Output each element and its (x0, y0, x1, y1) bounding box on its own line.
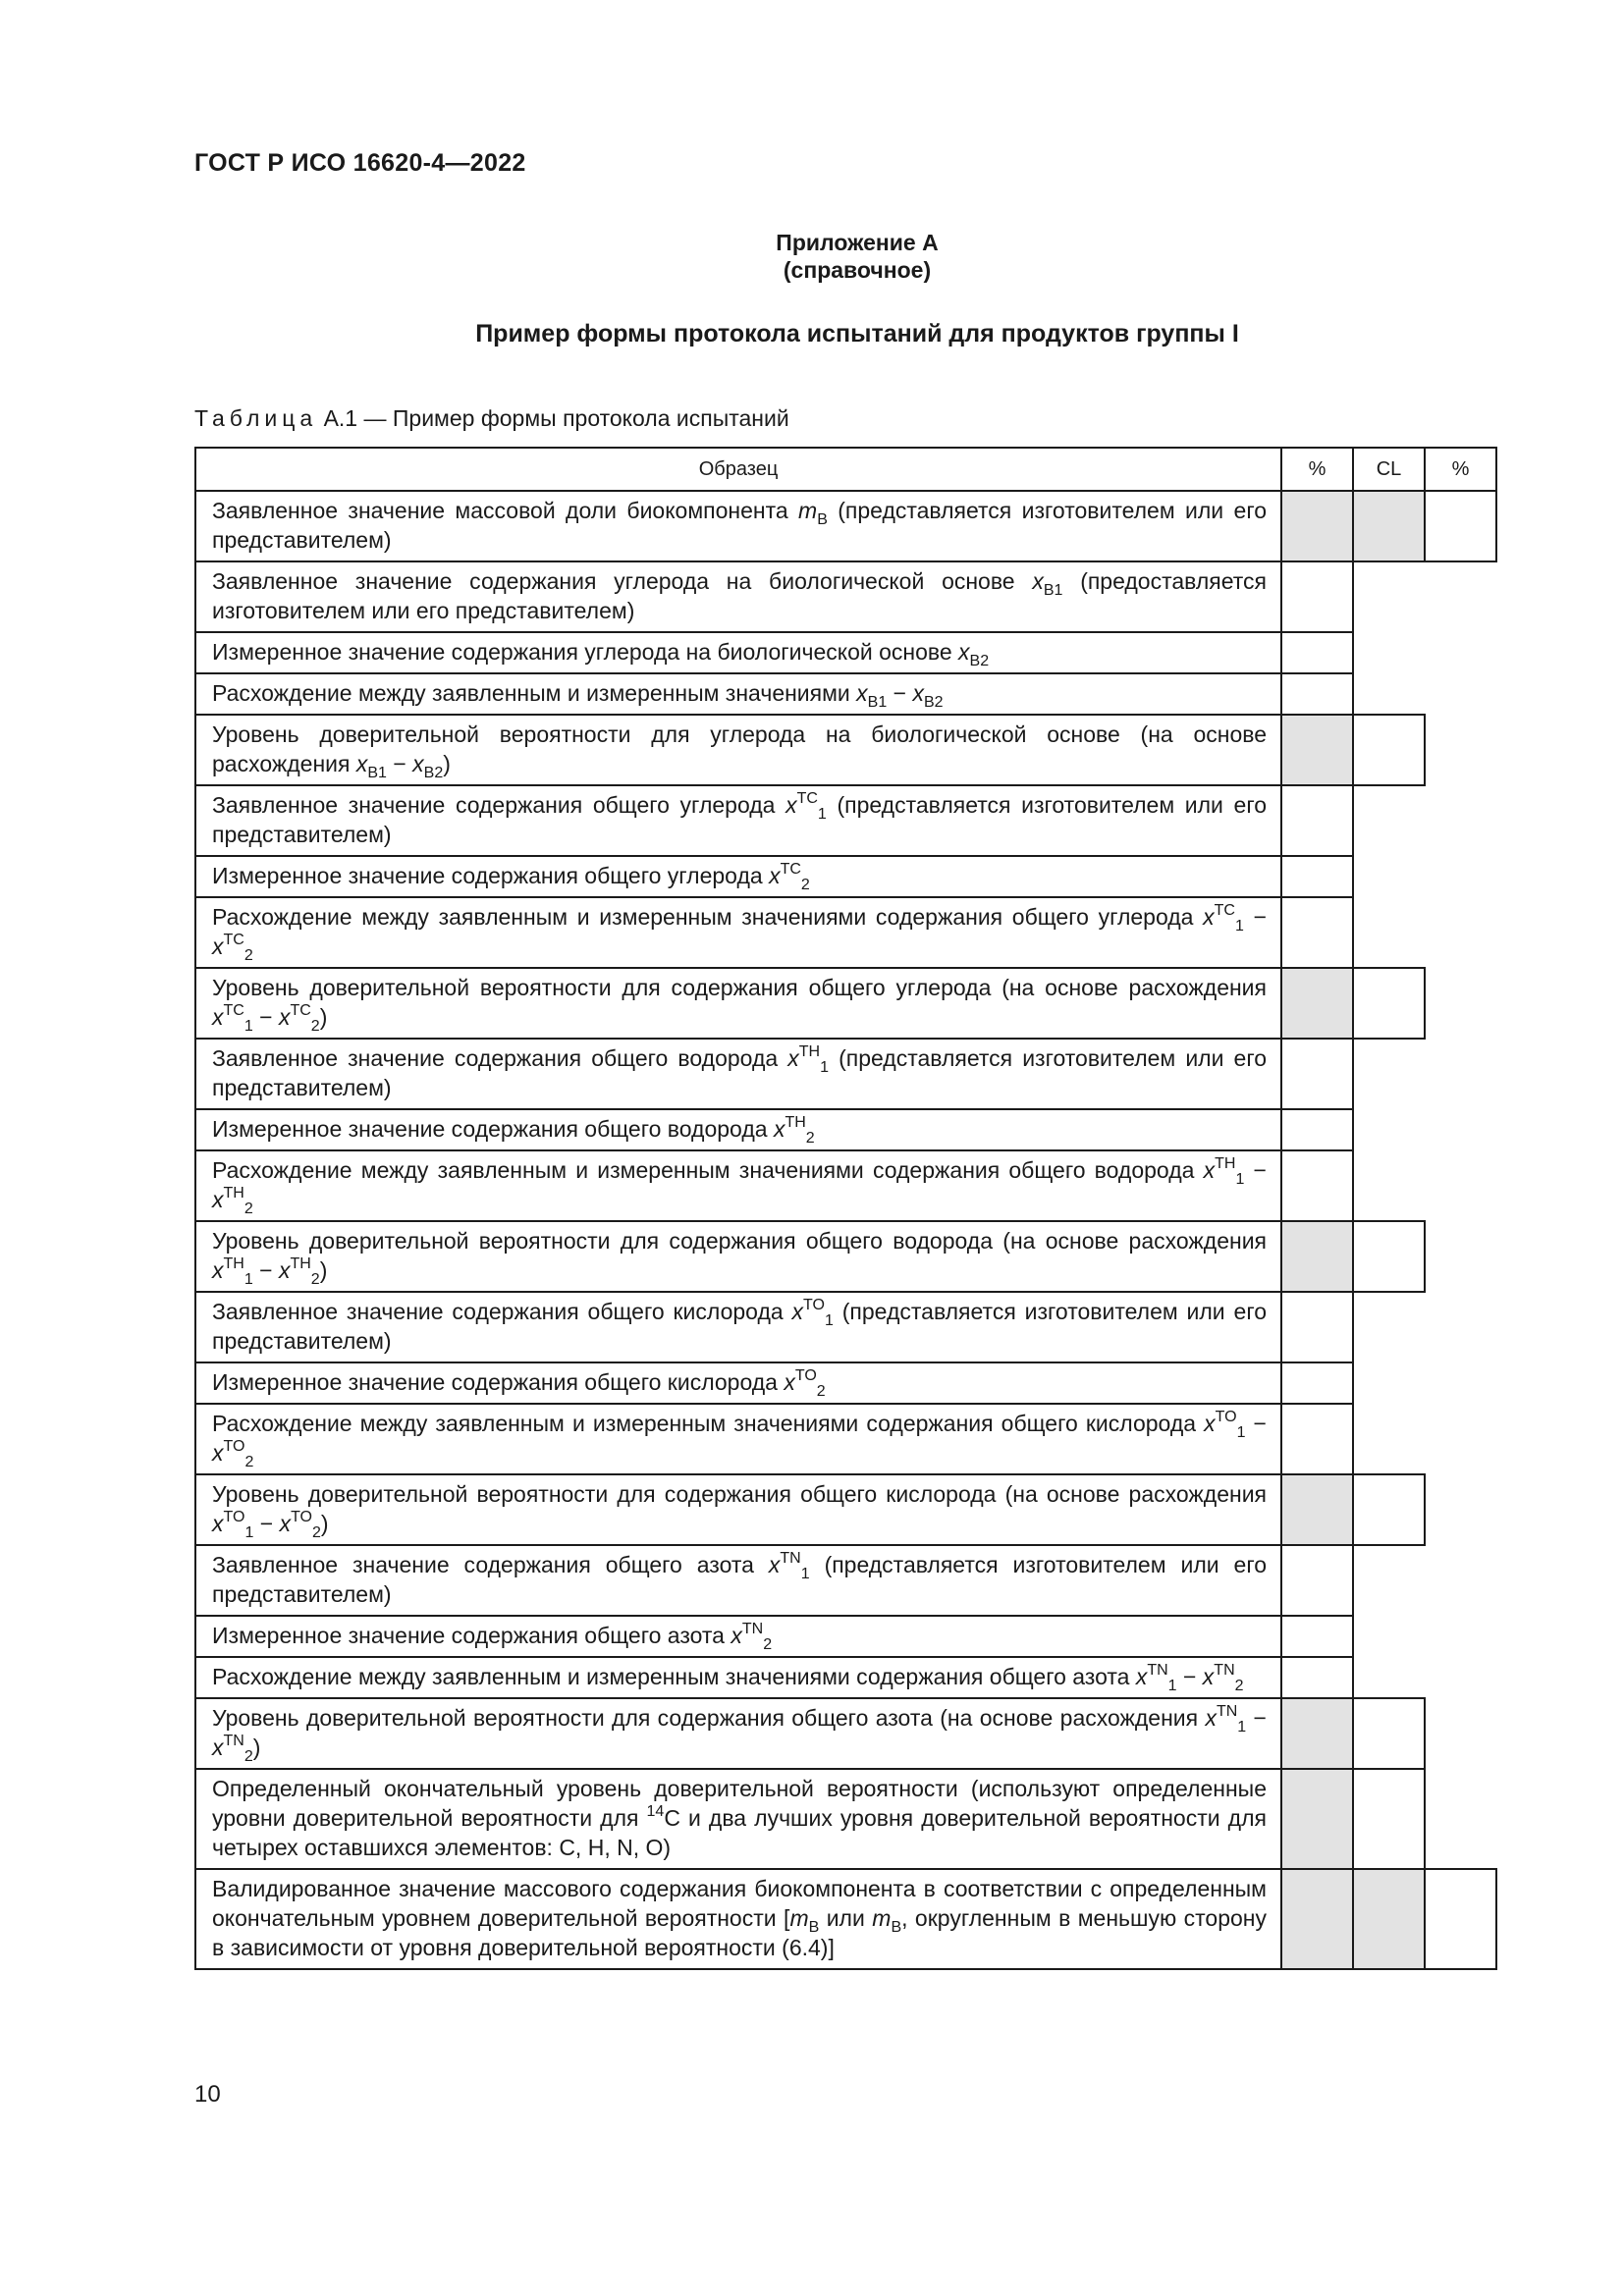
empty-cell (1353, 1292, 1425, 1362)
appendix-title: Приложение А (776, 230, 939, 255)
value-percent-cell[interactable] (1281, 968, 1353, 1039)
empty-cell (1353, 1039, 1425, 1109)
test-report-table (194, 447, 1497, 1970)
cl-cell[interactable] (1353, 1474, 1425, 1545)
table-row (195, 1292, 1496, 1362)
value-percent-cell[interactable] (1281, 715, 1353, 785)
empty-cell (1425, 673, 1496, 715)
row-description: Заявленное значение содержания общего кислорода $x^{TO}_1$ (представляется изготовителем или его представителем) (195, 1292, 1281, 1362)
table-row (195, 673, 1496, 715)
table-row (195, 897, 1496, 968)
table-row (195, 785, 1496, 856)
row-description: Измеренное значение содержания углерода на биологической основе $x_{B2}$ (195, 632, 1281, 673)
row-description: Заявленное значение содержания общего углерода $x^{TC}_1$ (представляется изготовителем или его представителем) (195, 785, 1281, 856)
table-row (195, 1616, 1496, 1657)
result-percent-cell[interactable] (1425, 491, 1496, 561)
empty-cell (1353, 632, 1425, 673)
empty-cell (1353, 1657, 1425, 1698)
value-percent-cell[interactable] (1281, 1616, 1353, 1657)
value-percent-cell[interactable] (1281, 1292, 1353, 1362)
value-percent-cell[interactable] (1281, 561, 1353, 632)
empty-cell (1425, 1657, 1496, 1698)
row-description: Уровень доверительной вероятности для содержания общего кислорода (на основе расхождения $x^{TO}_1 - x^{TO}_2$) (195, 1474, 1281, 1545)
empty-cell (1353, 561, 1425, 632)
table-row (195, 1698, 1496, 1769)
empty-cell (1425, 856, 1496, 897)
page-number: 10 (194, 2081, 221, 2108)
empty-cell (1425, 1404, 1496, 1474)
row-description: Заявленное значение содержания общего водорода $x^{TH}_1$ (представляется изготовителем или его представителем) (195, 1039, 1281, 1109)
row-description: Расхождение между заявленным и измеренным значениями содержания общего водорода $x^{TH}_1 - x^{TH}_2$ (195, 1150, 1281, 1221)
table-caption-label: Таблица (194, 405, 318, 431)
table-row (195, 1039, 1496, 1109)
table-row (195, 1869, 1496, 1969)
row-description: Уровень доверительной вероятности для содержания общего углерода (на основе расхождения $x^{TC}_1 - x^{TC}_2$) (195, 968, 1281, 1039)
empty-cell (1425, 1221, 1496, 1292)
empty-cell (1425, 715, 1496, 785)
value-percent-cell[interactable] (1281, 1657, 1353, 1698)
row-description: Уровень доверительной вероятности для содержания общего водорода (на основе расхождения $x^{TH}_1 - x^{TH}_2$) (195, 1221, 1281, 1292)
row-description: Заявленное значение содержания углерода на биологической основе $x_{B1}$ (предоставляется изготовителем или его представителем) (195, 561, 1281, 632)
empty-cell (1353, 1362, 1425, 1404)
row-description: Измеренное значение содержания общего водорода $x^{TH}_2$ (195, 1109, 1281, 1150)
value-percent-cell[interactable] (1281, 673, 1353, 715)
value-percent-cell[interactable] (1281, 1404, 1353, 1474)
value-percent-cell[interactable] (1281, 1869, 1353, 1969)
value-percent-cell[interactable] (1281, 1039, 1353, 1109)
row-description: Уровень доверительной вероятности для углерода на биологической основе (на основе расхождения $x_{B1} - x_{B2}$) (195, 715, 1281, 785)
value-percent-cell[interactable] (1281, 632, 1353, 673)
cl-cell[interactable] (1353, 1869, 1425, 1969)
row-description: Уровень доверительной вероятности для содержания общего азота (на основе расхождения $x^{TN}_1 - x^{TN}_2$) (195, 1698, 1281, 1769)
header-percent-2: % (1425, 448, 1496, 491)
table-row (195, 1221, 1496, 1292)
value-percent-cell[interactable] (1281, 1150, 1353, 1221)
row-description: Заявленное значение массовой доли биокомпонента $m_B$ (представляется изготовителем или его представителем) (195, 491, 1281, 561)
cl-cell[interactable] (1353, 968, 1425, 1039)
empty-cell (1425, 968, 1496, 1039)
empty-cell (1425, 1545, 1496, 1616)
appendix-type: (справочное) (783, 257, 932, 283)
cl-cell[interactable] (1353, 491, 1425, 561)
cl-cell[interactable] (1353, 715, 1425, 785)
value-percent-cell[interactable] (1281, 1545, 1353, 1616)
cl-cell[interactable] (1353, 1221, 1425, 1292)
header-cl: CL (1353, 448, 1425, 491)
empty-cell (1425, 632, 1496, 673)
row-description: Расхождение между заявленным и измеренным значениями содержания общего углерода $x^{TC}_1 - x^{TC}_2$ (195, 897, 1281, 968)
table-row (195, 1474, 1496, 1545)
row-description: Расхождение между заявленным и измеренным значениями $x_{B1} - x_{B2}$ (195, 673, 1281, 715)
empty-cell (1425, 1616, 1496, 1657)
row-description: Заявленное значение содержания общего азота $x^{TN}_1$ (представляется изготовителем или его представителем) (195, 1545, 1281, 1616)
empty-cell (1353, 673, 1425, 715)
row-description: Валидированное значение массового содержания биокомпонента в соответствии с определенным окончательным уровнем доверительной вероятности [$m_B$ или $m_B$, округленным в меньшую сторону в зависимости от уровня доверительной вероятности (6.4)] (195, 1869, 1281, 1969)
empty-cell (1425, 1039, 1496, 1109)
empty-cell (1425, 1362, 1496, 1404)
table-row (195, 1150, 1496, 1221)
table-row (195, 632, 1496, 673)
header-percent-1: % (1281, 448, 1353, 491)
value-percent-cell[interactable] (1281, 1109, 1353, 1150)
empty-cell (1425, 1698, 1496, 1769)
value-percent-cell[interactable] (1281, 785, 1353, 856)
table-row (195, 1109, 1496, 1150)
result-percent-cell[interactable] (1425, 1869, 1496, 1969)
appendix-heading: Пример формы протокола испытаний для продуктов группы I (475, 320, 1239, 347)
empty-cell (1425, 785, 1496, 856)
table-caption-text: А.1 — Пример формы протокола испытаний (323, 405, 789, 431)
empty-cell (1425, 1150, 1496, 1221)
table-header-row (195, 448, 1496, 491)
value-percent-cell[interactable] (1281, 897, 1353, 968)
empty-cell (1425, 561, 1496, 632)
empty-cell (1425, 1292, 1496, 1362)
empty-cell (1353, 897, 1425, 968)
table-row (195, 1404, 1496, 1474)
table-row (195, 856, 1496, 897)
empty-cell (1353, 1404, 1425, 1474)
empty-cell (1353, 1150, 1425, 1221)
value-percent-cell[interactable] (1281, 1698, 1353, 1769)
row-description: Определенный окончательный уровень доверительной вероятности (используют определенные уровни доверительной вероятности для $^{14}$C и два лучших уровня доверительной вероятности для четырех оставшихся элементов: C, H, N, O) (195, 1769, 1281, 1869)
value-percent-cell[interactable] (1281, 1769, 1353, 1869)
value-percent-cell[interactable] (1281, 1221, 1353, 1292)
empty-cell (1425, 1109, 1496, 1150)
table-row (195, 715, 1496, 785)
table-row (195, 1657, 1496, 1698)
row-description: Расхождение между заявленным и измеренным значениями содержания общего кислорода $x^{TO}_1 - x^{TO}_2$ (195, 1404, 1281, 1474)
empty-cell (1425, 1769, 1496, 1869)
table-row (195, 1545, 1496, 1616)
cl-cell[interactable] (1353, 1769, 1425, 1869)
row-description: Измеренное значение содержания общего кислорода $x^{TO}_2$ (195, 1362, 1281, 1404)
row-description: Измеренное значение содержания общего азота $x^{TN}_2$ (195, 1616, 1281, 1657)
empty-cell (1353, 1616, 1425, 1657)
table-caption (194, 405, 789, 432)
empty-cell (1425, 1474, 1496, 1545)
empty-cell (1353, 856, 1425, 897)
table-row (195, 491, 1496, 561)
row-description: Измеренное значение содержания общего углерода $x^{TC}_2$ (195, 856, 1281, 897)
standard-code: ГОСТ Р ИСО 16620-4—2022 (194, 149, 526, 177)
value-percent-cell[interactable] (1281, 856, 1353, 897)
empty-cell (1353, 1109, 1425, 1150)
table-row (195, 561, 1496, 632)
header-sample: Образец (195, 448, 1281, 491)
cl-cell[interactable] (1353, 1698, 1425, 1769)
table-row (195, 968, 1496, 1039)
empty-cell (1353, 1545, 1425, 1616)
value-percent-cell[interactable] (1281, 491, 1353, 561)
empty-cell (1353, 785, 1425, 856)
table-row (195, 1362, 1496, 1404)
value-percent-cell[interactable] (1281, 1474, 1353, 1545)
table-row (195, 1769, 1496, 1869)
value-percent-cell[interactable] (1281, 1362, 1353, 1404)
empty-cell (1425, 897, 1496, 968)
row-description: Расхождение между заявленным и измеренным значениями содержания общего азота $x^{TN}_1 - x^{TN}_2$ (195, 1657, 1281, 1698)
